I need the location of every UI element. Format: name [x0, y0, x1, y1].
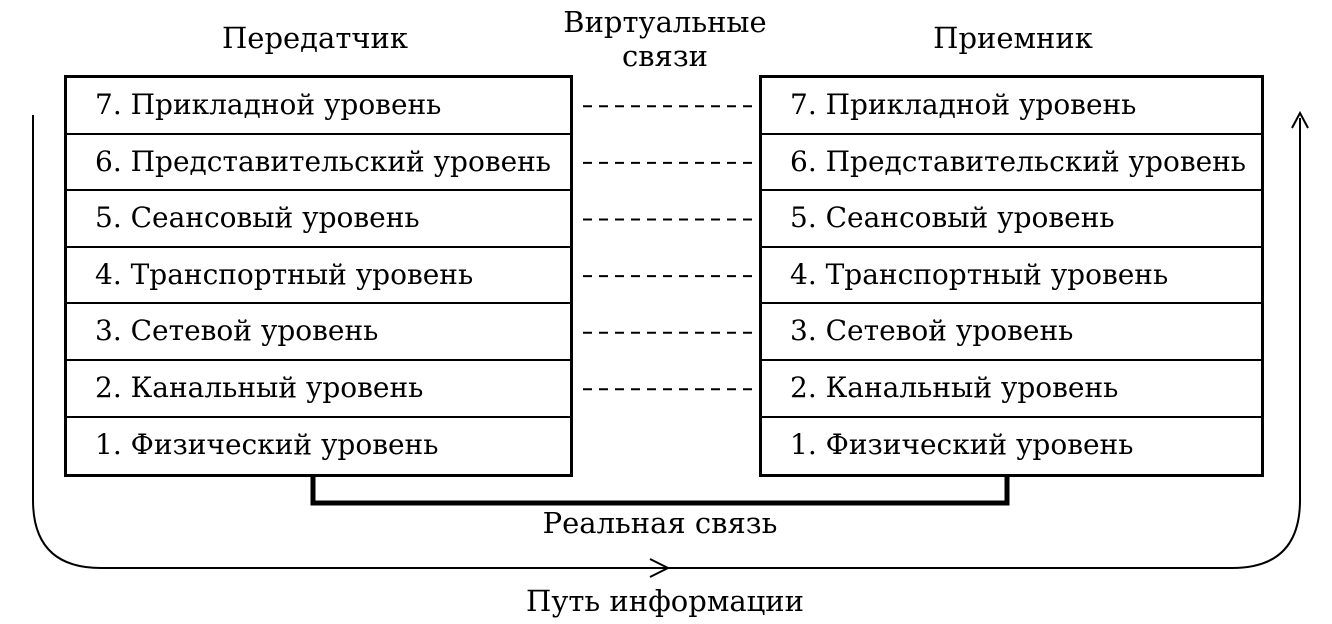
transmitter-layer-3: 3. Сетевой уровень — [67, 304, 570, 361]
virtual-links-label-line1: Виртуальные — [563, 5, 767, 39]
transmitter-layer-1: 1. Физический уровень — [95, 427, 439, 461]
info-path-label: Путь информации — [526, 584, 804, 618]
receiver-layer-3: 3. Сетевой уровень — [762, 304, 1261, 361]
transmitter-title: Передатчик — [222, 21, 408, 55]
receiver-layer-6: 6. Представительский уровень — [762, 135, 1261, 192]
transmitter-layer-7: 7. Прикладной уровень — [67, 78, 570, 135]
real-link-line — [313, 475, 1007, 503]
receiver-title: Приемник — [933, 21, 1093, 55]
transmitter-stack — [64, 75, 573, 477]
receiver-stack — [759, 75, 1264, 477]
receiver-layer-7: 7. Прикладной уровень — [762, 78, 1261, 135]
receiver-layer-2: 2. Канальный уровень — [762, 361, 1261, 418]
transmitter-layer-5: 5. Сеансовый уровень — [67, 191, 570, 248]
virtual-links-label — [545, 5, 785, 73]
receiver-layer-4: 4. Транспортный уровень — [762, 248, 1261, 305]
receiver-layer-1: 1. Физический уровень — [790, 427, 1134, 461]
virtual-links-label-line2: связи — [621, 39, 708, 73]
transmitter-layer-6: 6. Представительский уровень — [67, 135, 570, 192]
virtual-links — [583, 106, 755, 389]
real-link-label: Реальная связь — [542, 506, 778, 540]
receiver-layer-5: 5. Сеансовый уровень — [762, 191, 1261, 248]
transmitter-layer-2: 2. Канальный уровень — [67, 361, 570, 418]
transmitter-layer-4: 4. Транспортный уровень — [67, 248, 570, 305]
